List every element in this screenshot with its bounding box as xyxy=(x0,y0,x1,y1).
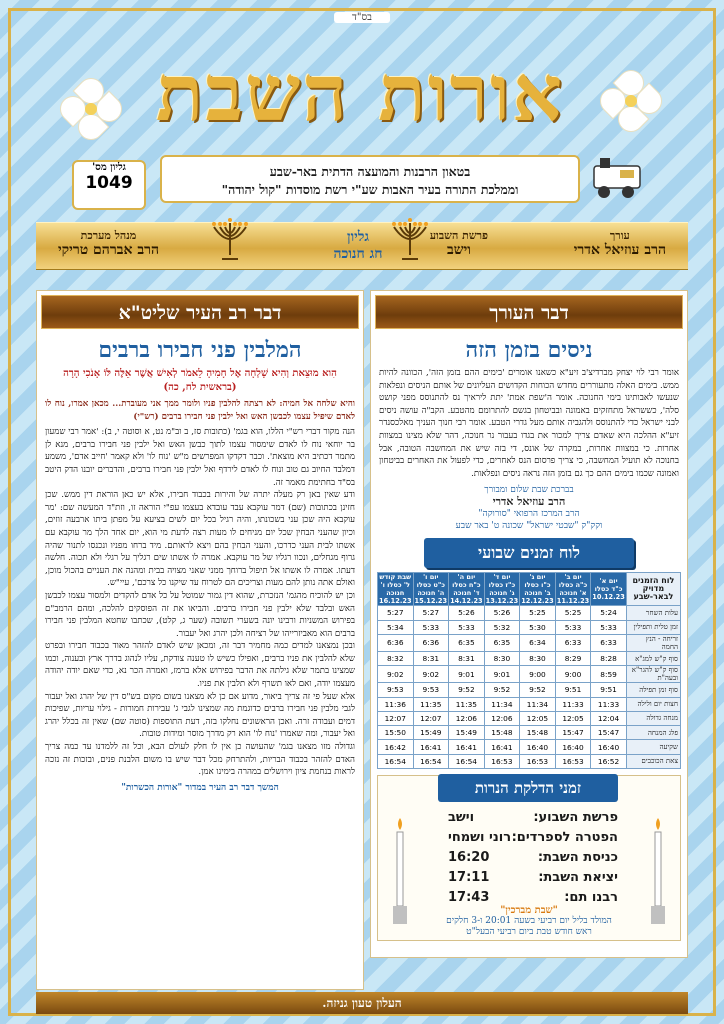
times-cell: 15:48 xyxy=(520,726,556,740)
times-row xyxy=(378,726,681,740)
times-cell: 9:01 xyxy=(484,666,520,683)
times-row-label: צאת הכוכבים xyxy=(626,754,680,768)
times-cell: 5:26 xyxy=(484,606,520,620)
article-paragraph: וכן יש להוכיח מהגמ' הנזכרת, שהוא דין גמור שמוטל על כל אדם להקדים ולמסור עצמו לכבשן האש ובלבד שלא ילבין פני חבירו ברבים. והביאו את זה הפוסקים להלכה, ומהם הרמב"ם בפירוש המשניות ורבינו יונה בשערי תשובה (שער ג, קלט), שכתבו שחטא המלבין פני חבירו ברבים הוא מאביזרייהו של רציחה ולכן יהרג ואל יעבור. xyxy=(45,590,355,639)
times-day-header: יום ד' כ"ז כסלו ג' חנוכה 13.12.23 xyxy=(485,573,519,606)
times-row-label: עלות השחר xyxy=(626,606,680,620)
times-cell: 5:24 xyxy=(591,606,627,620)
city-rabbi-heading: המלבין פני חבירו ברבים xyxy=(98,337,302,363)
candle-row: רבנו תם: 17:43 xyxy=(448,890,618,906)
editor-heading: ניסים בזמן הזה xyxy=(465,337,593,363)
flower-decoration-left xyxy=(60,78,122,140)
issue-number: 1049 xyxy=(85,173,133,193)
times-row xyxy=(378,634,681,651)
times-cell: 5:32 xyxy=(484,620,520,634)
candles-banner: זמני הדלקת הנרות xyxy=(438,774,618,802)
times-cell: 12:06 xyxy=(484,711,520,725)
times-cell: 12:05 xyxy=(520,711,556,725)
times-cell: 5:33 xyxy=(555,620,591,634)
train-logo-icon xyxy=(590,152,650,202)
times-cell: 16:54 xyxy=(449,754,485,768)
times-cell: 15:48 xyxy=(484,726,520,740)
times-cell: 5:25 xyxy=(520,606,556,620)
times-cell: 15:47 xyxy=(591,726,627,740)
masthead-title: אורות השבת xyxy=(155,48,565,139)
editor-column xyxy=(370,290,688,958)
times-row-label: סוף זמן תפילה xyxy=(626,683,680,697)
times-cell: 8:29 xyxy=(555,651,591,665)
editor-signature xyxy=(371,484,687,532)
footer-genizah: העלון טעון גניזה. xyxy=(36,992,688,1014)
times-cell: 5:26 xyxy=(449,606,485,620)
editor-label: עורך xyxy=(609,229,630,242)
times-cell: 9:52 xyxy=(449,683,485,697)
gilayon-name: חג חנוכה xyxy=(333,246,383,262)
times-cell: 11:36 xyxy=(378,697,414,711)
times-cell: 12:06 xyxy=(449,711,485,725)
city-rabbi-ribbon: דבר רב העיר שליט"א xyxy=(41,295,359,329)
times-cell: 6:34 xyxy=(520,634,556,651)
times-cell: 5:25 xyxy=(555,606,591,620)
signature-title: הרב המרכז הרפואי "סורוקה" xyxy=(478,509,580,520)
mevarchim-box xyxy=(378,905,680,938)
times-cell: 9:51 xyxy=(591,683,627,697)
bsd-label: בס"ד xyxy=(334,12,390,23)
times-banner: לוח זמנים שבועי xyxy=(424,538,634,568)
times-cell: 6:33 xyxy=(555,634,591,651)
times-cell: 11:35 xyxy=(449,697,485,711)
times-row-label: מנחה גדולה xyxy=(626,711,680,725)
times-cell: 16:41 xyxy=(413,740,449,754)
times-cell: 16:54 xyxy=(413,754,449,768)
parasha-name: וישב xyxy=(446,242,471,258)
times-corner: לוח הזמנים מדויק לבאר-שבע xyxy=(626,573,680,606)
times-cell: 12:04 xyxy=(591,711,627,725)
times-cell: 5:33 xyxy=(413,620,449,634)
times-cell: 6:35 xyxy=(449,634,485,651)
times-cell: 11:34 xyxy=(520,697,556,711)
times-cell: 11:33 xyxy=(591,697,627,711)
times-cell: 9:51 xyxy=(555,683,591,697)
times-row xyxy=(378,606,681,620)
times-cell: 5:27 xyxy=(378,606,414,620)
menorah-icon xyxy=(390,215,430,265)
editor-block xyxy=(574,229,666,259)
editor-paragraph: אומר רבי לוי יצחק מברדיצ'ב זיע"א כשאנו אומרים 'בימים ההם בזמן הזה', הכוונה להיות ממש. בימים האלה מתעוררים מחדש הכוחות הקדושים העליונים של אותם הניסים ונפלאות שנעשו לאבותינו בימי החנוכה. אומר ה'שפת אמת' יתת ליראיך נס להתנוסס מפני קושט סלה', כששראל מתחזקים באמונה ובביטחון בגשם להתרומם מהטבע. הקב"ה עושה ניסים לבני ישראל כדי להתנוסס ולהגביה אותם מעל גדרי הטבע. אומר רבי חנוך העניך מאלכסנדר זיע"א ההלכה היא שאדם צריך למכור את בגדו בעבור נר חנוכה, דהר שלא מצינו במצוות אחרות. כי במצוות אחרות, במקרה של אונס, די בזה שיש את המחשבה הטובה, אבל בחנוכה לא תועיל המחשבה, כי צריך פרסום הנס לאחרים, כדי לפעול את האחרים בביטחון ואמונה שכמו בימים ההם כך גם בזמן הזה נראה ניסים ונפלאות. xyxy=(379,368,679,479)
times-cell: 6:33 xyxy=(591,634,627,651)
times-row xyxy=(378,740,681,754)
candle-row: כניסת השבת: 16:20 xyxy=(448,850,618,866)
times-row xyxy=(378,683,681,697)
times-row-label: שקיעה xyxy=(626,740,680,754)
times-cell: 9:52 xyxy=(520,683,556,697)
times-row-label: זריחה - הנץ החמה xyxy=(626,634,680,651)
rosh-chodesh-line: ראש חודש טבת ביום רביעי הבעל"ט xyxy=(466,927,592,938)
times-row-label: פלג המנחה xyxy=(626,726,680,740)
times-day-header: שבת קודש ל' כסלו ו' חנוכה 16.12.23 xyxy=(379,573,412,606)
times-day-header: יום ב' כ"ה כסלו א' חנוכה 11.12.23 xyxy=(556,573,590,606)
times-cell: 16:41 xyxy=(449,740,485,754)
candle-lighting-box xyxy=(377,775,681,941)
times-cell: 6:36 xyxy=(378,634,414,651)
times-cell: 5:30 xyxy=(520,620,556,634)
times-cell: 8:59 xyxy=(591,666,627,683)
manager-label: מנהל מערכת xyxy=(80,229,137,242)
times-row xyxy=(378,651,681,665)
times-header-row xyxy=(378,573,681,606)
issue-number-box xyxy=(72,160,146,210)
times-cell: 16:40 xyxy=(520,740,556,754)
times-cell: 15:49 xyxy=(449,726,485,740)
times-cell: 8:32 xyxy=(378,651,414,665)
times-cell: 16:41 xyxy=(484,740,520,754)
times-row-label: חצות יום ולילה xyxy=(626,697,680,711)
times-cell: 11:34 xyxy=(484,697,520,711)
times-cell: 9:02 xyxy=(378,666,414,683)
times-cell: 12:07 xyxy=(378,711,414,725)
times-cell: 16:53 xyxy=(555,754,591,768)
times-cell: 6:35 xyxy=(484,634,520,651)
times-row-label: סוף ק"ש למג"א xyxy=(626,651,680,665)
continuation-note: המשך דבר רב העיר במדור "אורות הכשרות" xyxy=(121,782,279,793)
times-cell: 9:00 xyxy=(520,666,556,683)
times-cell: 9:53 xyxy=(378,683,414,697)
signature-community: וקק"ק "שבטי ישראל" שכונה ט' באר שבע xyxy=(455,521,603,532)
times-cell: 9:02 xyxy=(413,666,449,683)
editor-name: הרב עוזיאל אדרי xyxy=(573,242,666,258)
times-row xyxy=(378,620,681,634)
manager-name: הרב אברהם טריקי xyxy=(58,242,159,258)
subtitle-line-1: בטאון הרבנות והמועצה הדתית באר-שבע xyxy=(269,164,471,179)
times-cell: 9:53 xyxy=(413,683,449,697)
times-cell: 5:33 xyxy=(591,620,627,634)
times-cell: 8:30 xyxy=(520,651,556,665)
subtitle-box xyxy=(160,155,580,203)
article-paragraph: וגדולה מזו מצאנו בגמ' שהעושה כן אין לו חלק לעולם הבא, וכל זה ללמדנו עד כמה צריך האדם להזהר בכבוד הבריות, ולהתרחק מכל דבר שיש בו משום הלבנת פנים, ובזכות זה נזכה לראות בנחמת ציון וירושלים במהרה בימינו אמן. xyxy=(45,742,355,778)
article-paragraph: אלא שעל פי זה צריך ביאור, מדוע אם כן לא מצאנו בשום מקום בש"ס דין של יהרג ואל יעבור לגבי מלבין פני חבירו ברבים כדוגמת מה שמצינו לגבי ג' עבירות חמורות - גילוי עריות, שפיכות דמים ועבודה זרה. ואכן הראשונים נחלקו בזה, דעת התוספות (סוטה שם) שאין זה בכלל יהרג ואל יעבור, ומה שאמרו 'נוח לו' הוא רק מדרך מוסר ומידות טובות. xyxy=(45,691,355,740)
issue-label: גליון מס' xyxy=(92,162,126,173)
rashi-quote: והיא שלחה אל חמיה: לא רצתה להלבין פניו ולומר ממך אני מעוברת... מכאן אמרו, נוח לו לאדם שיפיל עצמו לכבשן האש ואל ילבין פני חבירו ברבים (רש"י) xyxy=(45,399,355,422)
candle-row: יציאת השבת: 17:11 xyxy=(448,870,618,886)
times-cell: 6:36 xyxy=(413,634,449,651)
times-cell: 16:42 xyxy=(378,740,414,754)
times-cell: 5:33 xyxy=(449,620,485,634)
times-row-label: זמן טלית ותפילין xyxy=(626,620,680,634)
times-table xyxy=(377,572,681,769)
times-day-header: יום ו' כ"ט כסלו ה' חנוכה 15.12.23 xyxy=(414,573,448,606)
city-rabbi-column xyxy=(36,290,364,990)
times-day-header: יום ה' כ"ח כסלו ד' חנוכה 14.12.23 xyxy=(450,573,483,606)
mevarchim-title: "שבת מברכין" xyxy=(500,905,558,917)
candle-row: הפטרה לספרדים: רוני ושמחי xyxy=(448,830,618,846)
times-day-header: יום ג' כ"ו כסלו ב' חנוכה 12.12.23 xyxy=(521,573,554,606)
times-cell: 9:00 xyxy=(555,666,591,683)
times-body xyxy=(378,606,681,769)
editor-ribbon: דבר העורך xyxy=(375,295,683,329)
article-paragraph: הנה מקור דברי רש"י הללו, הוא בגמ' (כתובות סז, ב וב"מ נט, א וסוטה י, ב): 'אמר רבי שמעון בר יוחאי נוח לו לאדם שימסור עצמו לתוך כבשן האש ואל ילבין פני חבירו ברבים, מנא לן מתמר דכתיב היא מוצאת'. וכבר דקדקו המפרשים מ"ש 'נוח לו' ולא קאמר 'חייב אדם', משמע דמלבד החיוב גם טוב ונוח לו לאדם לירדף ואל ילבין פני חבירו ברבים, והדברים יובנו הדק היטב בס"ד בחתימת מאמר זה. xyxy=(45,427,355,488)
manager-block xyxy=(58,229,159,259)
times-cell: 8:28 xyxy=(591,651,627,665)
times-cell: 16:40 xyxy=(591,740,627,754)
times-cell: 8:31 xyxy=(449,651,485,665)
article-paragraph: ובכן נמצאנו למדים כמה מחמיר דבר זה, ומכאן שיש לאדם להזהר מאוד בכבוד חבירו ובפרט שלא להלבין את פניו ברבים, ואפילו כשיש לו טענה צודקת, עליו לנהוג בדרך ארץ ובענוה, וכמו שמצינו בתמר שלא גילתה את הדבר בפירוש אלא ברמז, ואמרה הכר נא, כדי שאם יודה יהודה מעצמו יודה, ואם לאו תשרף ולא תלבין את פניו. xyxy=(45,641,355,690)
times-day-header: יום א' כ"ד כסלו 10.12.23 xyxy=(591,573,627,606)
times-cell: 11:33 xyxy=(555,697,591,711)
subtitle-line-2: וממלכת התורה בעיר האבות שע"י רשת מוסדות "קול יהודה" xyxy=(221,182,519,197)
gilayon-label: גליון xyxy=(347,229,369,245)
times-row xyxy=(378,711,681,725)
times-cell: 16:52 xyxy=(591,754,627,768)
times-row xyxy=(378,754,681,768)
times-row-label: סוף ק"ש להגר"א ובעה"ת xyxy=(626,666,680,683)
info-gold-band xyxy=(36,222,688,270)
gilayon-block xyxy=(318,229,398,263)
signature-name: הרב עוזיאל אדרי xyxy=(492,495,566,509)
times-cell: 9:52 xyxy=(484,683,520,697)
times-row xyxy=(378,666,681,683)
times-cell: 8:30 xyxy=(484,651,520,665)
candle-row: פרשת השבוע: וישב xyxy=(448,810,618,826)
times-cell: 8:31 xyxy=(413,651,449,665)
times-cell: 16:54 xyxy=(378,754,414,768)
molad-line: המולד בליל יום רביעי בשעה 20:01 ו-3 חלקים xyxy=(446,916,612,927)
times-cell: 15:50 xyxy=(378,726,414,740)
times-cell: 16:53 xyxy=(520,754,556,768)
parasha-block xyxy=(430,229,488,259)
times-cell: 5:27 xyxy=(413,606,449,620)
times-cell: 12:05 xyxy=(555,711,591,725)
times-cell: 12:07 xyxy=(413,711,449,725)
parasha-label: פרשת השבוע xyxy=(429,229,488,242)
article-paragraph: ודע שאין באן רק מעלה יתרה של והירות בכבוד חבירו, אלא יש כאן הוראת דין ממש. שכן חזינן בכתובות (שם) דמר עוקבא עבד עובדא בעצמו עפ"י הוראה זו, וזת"ד המעשה שם: 'מר עוקבא היה שכן עני בשכונתו, והיה רגיל בכל יום לשים בציעא על מפתן ביתו ארבעה זוזים, וכיון שהעני הבחין שכל יום מניחים לו מעות רצה לדעת מי הוא, יום אחד הלך מר עוקבא עם אשתו לבית העני כדרכו, והעני הבחין בהם ויצא לראותם. מיד ברחו מפניו ונכנסו לתנור שהיה גרוף מגחלים, ונכוו רגליו של מר עוקבא. אמרה לו אשתו שים רגליך על רגלי ולא תכוה. חלשה דעתו. אמרה לו אשתו אל תיפול ברוחך ממני שאני מצויה בבית ומהנה את העניים בהכול מוכן, ואולם אתה נותן להם מעות וצריכים הם לטרוח עד שיקנו כל צרכם', עיי"ש. xyxy=(45,490,355,589)
times-cell: 15:49 xyxy=(413,726,449,740)
times-cell: 16:40 xyxy=(555,740,591,754)
menorah-icon xyxy=(210,215,250,265)
times-cell: 16:53 xyxy=(484,754,520,768)
flower-decoration-right xyxy=(600,70,662,132)
torah-quote: הִוא מוּצֵאת וְהִיא שָׁלְחָה אֶל חָמִיהָ לֵאמֹר לְאִישׁ אֲשֶׁר אֵלֶּה לּוֹ אָנֹכִי הָרָה (בראשית לח, כה) xyxy=(63,368,337,393)
times-row xyxy=(378,697,681,711)
times-cell: 5:34 xyxy=(378,620,414,634)
times-cell: 11:35 xyxy=(413,697,449,711)
times-cell: 15:47 xyxy=(555,726,591,740)
signature-greeting: בברכת שבת שלום ומבורך xyxy=(484,485,574,496)
times-cell: 9:01 xyxy=(449,666,485,683)
